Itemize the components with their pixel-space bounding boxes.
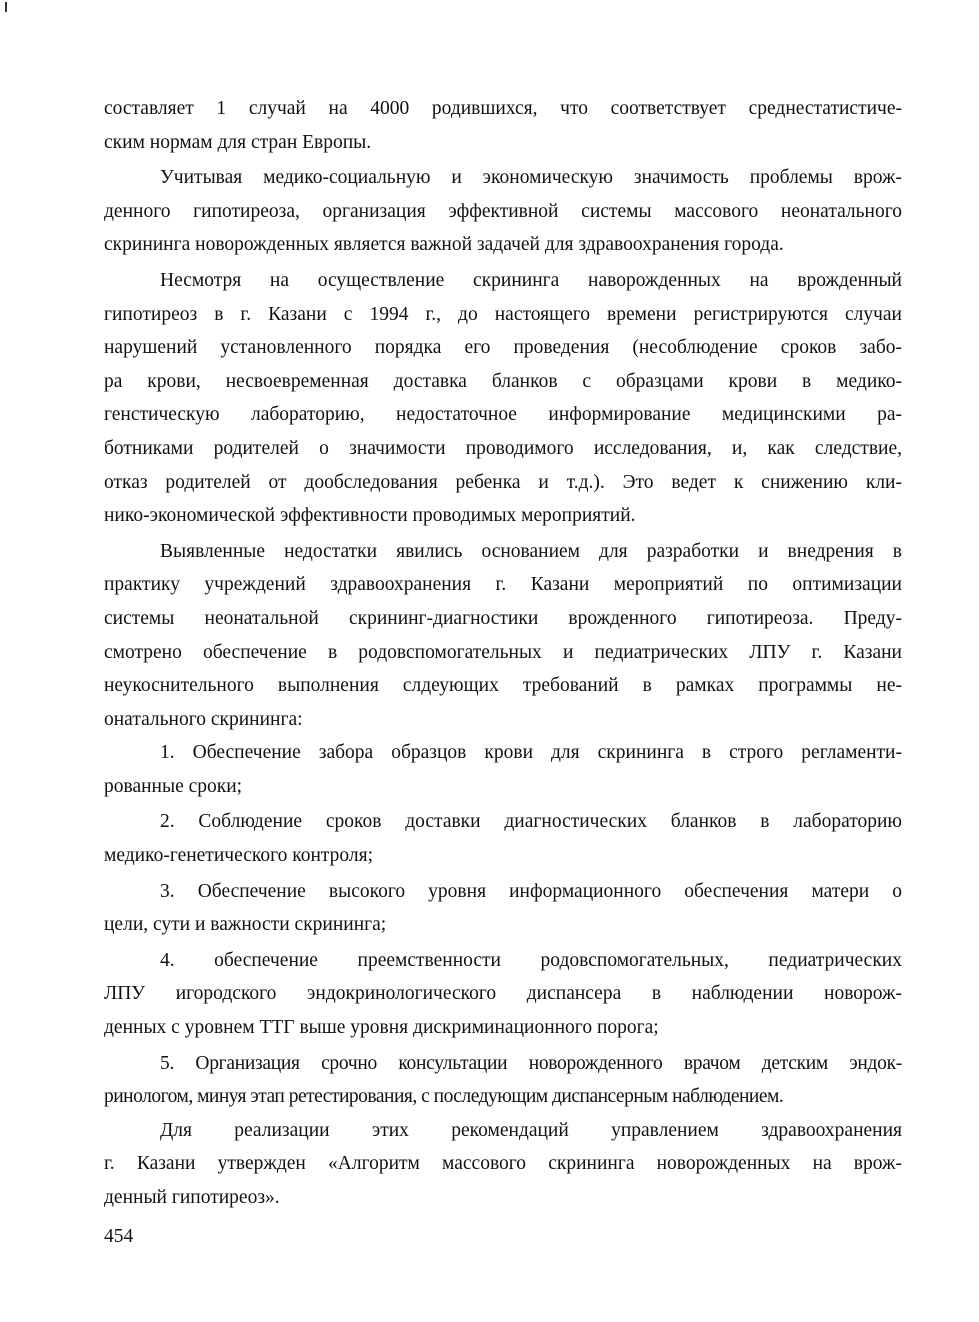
text-line: смотрено обеспечение в родовспомогательных и педиатрических ЛПУ г. Казани [104,641,902,663]
text-line: денного гипотиреоза, организация эффективной системы массового неонатального [104,200,902,222]
text-line: ра крови, несвоевременная доставка бланков с образцами крови в медико- [104,370,902,392]
list-item-line: 2. Соблюдение сроков доставки диагностических бланков в лабораторию [160,811,902,833]
list-item-line: цели, сути и важности скрининга; [104,914,387,936]
text-line: неукоснительного выполнения слдеующих требований в рамках программы не- [104,675,902,697]
list-item-line: ринологом, минуя этап ретестирования, с последующим диспансерным наблюдением. [104,1086,784,1108]
text-line: Выявленные недостатки явились основанием для разработки и внедрения в [160,540,902,562]
text-line: нико-экономической эффективности проводимых мероприятий. [104,505,636,527]
text-line: скрининга новорожденных является важной задачей для здравоохранения города. [104,234,784,256]
list-item-line: медико-генетического контроля; [104,845,374,867]
list-item-line: рованные сроки; [104,775,243,797]
text-line: Учитывая медико-социальную и экономическую значимость проблемы врож- [160,167,902,189]
list-item-line: 1. Обеспечение забора образцов крови для скрининга в строго регламенти- [160,742,902,764]
text-line: практику учреждений здравоохранения г. Казани мероприятий по оптимизации [104,574,902,596]
text-line: составляет 1 случай на 4000 родившихся, что соответствует среднестатистиче- [104,98,902,119]
text-line: нарушений установленного порядка его проведения (несоблюдение сроков забо- [104,337,902,359]
text-line: онатального скрининга: [104,708,303,730]
text-line: Несмотря на осуществление скрининга наворожденных на врожденный [160,269,902,291]
text-line: системы неонатальной скрининг-диагностики врожденного гипотиреоза. Преду- [104,607,902,629]
text-line: генстическую лабораторию, недостаточное информирование медицинскими ра- [104,404,902,426]
page-number: 454 [104,1226,134,1247]
text-line: г. Казани утвержден «Алгоритм массового скрининга новорожденных на врож- [104,1153,902,1175]
list-item-line: 3. Обеспечение высокого уровня информационного обеспечения матери о [160,880,902,902]
list-item-line: денных с уровнем ТТГ выше уровня дискриминационного порога; [104,1017,659,1039]
list-item-line: ЛПУ игородского эндокринологического диспансера в наблюдении новорож- [104,983,902,1005]
list-item-line: 4. обеспечение преемственности родовспомогательных, педиатрических [160,949,902,971]
text-line: гипотиреоз в г. Казани с 1994 г., до настоящего времени регистрируются случаи [104,303,902,325]
scan-mark [5,2,7,12]
body-text [104,92,902,1215]
list-item-line: 5. Организация срочно консультации новорожденного врачом детским эндок- [160,1052,902,1074]
text-line: Для реализации этих рекомендаций управлением здравоохранения [160,1119,902,1141]
text-line: денный гипотиреоз». [104,1187,280,1208]
text-line: ским нормам для стран Европы. [104,131,372,153]
text-line: ботниками родителей о значимости проводимого исследования, и, как следствие, [104,437,902,459]
text-line: отказ родителей от дообследования ребенка и т.д.). Это ведет к снижению кли- [104,471,902,493]
